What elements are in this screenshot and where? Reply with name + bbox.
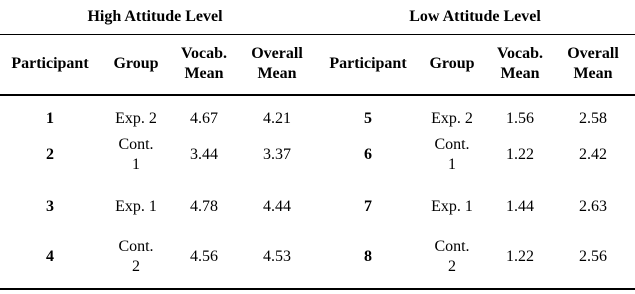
table-cell-vocab-mean: 3.44 (190, 146, 218, 163)
table-cell-participant: 8 (364, 248, 372, 265)
column-header-group: Group (429, 55, 475, 72)
table-cell-vocab-mean: 1.56 (506, 110, 534, 127)
table-cell-vocab-mean: 1.22 (506, 248, 534, 265)
column-header-participant: Participant (329, 55, 407, 72)
column-header-vocab-mean: Vocab. Mean (496, 45, 544, 82)
table-cell-group: Exp. 1 (115, 198, 157, 215)
table-cell-participant: 5 (364, 110, 372, 127)
table-cell-group: Cont. 2 (118, 238, 154, 275)
table-cell-participant: 6 (364, 146, 372, 163)
table-cell-participant: 4 (46, 248, 54, 265)
table-cell-participant: 7 (364, 198, 372, 215)
table-cell-vocab-mean: 1.22 (506, 146, 534, 163)
column-header-vocab-mean: Vocab. Mean (180, 45, 228, 82)
column-header-group: Group (113, 55, 159, 72)
table-cell-overall-mean: 2.42 (579, 146, 607, 163)
table-cell-overall-mean: 4.21 (263, 110, 291, 127)
table-cell-vocab-mean: 1.44 (506, 198, 534, 215)
table-cell-overall-mean: 2.56 (579, 248, 607, 265)
table-cell-group: Exp. 1 (431, 198, 473, 215)
rule-bottom (0, 288, 635, 290)
table-cell-group: Exp. 2 (115, 110, 157, 127)
table-cell-participant: 3 (46, 198, 54, 215)
table-cell-participant: 1 (46, 110, 54, 127)
table-cell-group: Exp. 2 (431, 110, 473, 127)
table-cell-group: Cont. 1 (118, 136, 154, 173)
column-header-overall-mean: Overall Mean (251, 45, 303, 82)
table-cell-overall-mean: 2.58 (579, 110, 607, 127)
table-cell-overall-mean: 4.44 (263, 198, 291, 215)
table-cell-vocab-mean: 4.56 (190, 248, 218, 265)
group-title-low: Low Attitude Level (409, 8, 541, 25)
rule-top (0, 34, 635, 35)
group-title-high: High Attitude Level (87, 8, 223, 25)
table-cell-vocab-mean: 4.67 (190, 110, 218, 127)
table-cell-vocab-mean: 4.78 (190, 198, 218, 215)
table-cell-group: Cont. 2 (434, 238, 470, 275)
table-cell-overall-mean: 2.63 (579, 198, 607, 215)
column-header-overall-mean: Overall Mean (567, 45, 619, 82)
table-cell-participant: 2 (46, 146, 54, 163)
table-cell-overall-mean: 4.53 (263, 248, 291, 265)
table-cell-group: Cont. 1 (434, 136, 470, 173)
table-cell-overall-mean: 3.37 (263, 146, 291, 163)
column-header-participant: Participant (11, 55, 89, 72)
